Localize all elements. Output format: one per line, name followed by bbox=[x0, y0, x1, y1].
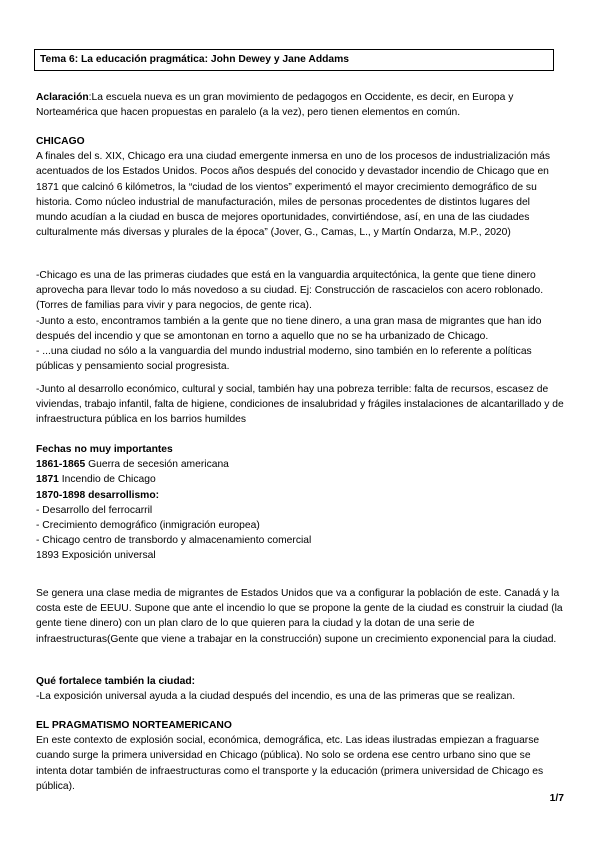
pragmatismo-section bbox=[36, 718, 564, 794]
fecha-subitem: - Crecimiento demográfico (inmigración europea) bbox=[36, 520, 260, 532]
fortalece-section bbox=[36, 674, 564, 704]
chicago-heading: CHICAGO bbox=[36, 136, 85, 147]
page-number: 1/7 bbox=[549, 793, 564, 804]
aclaracion-label: Aclaración bbox=[36, 92, 89, 103]
fecha-date: 1871 bbox=[36, 474, 59, 486]
pragmatismo-heading: EL PRAGMATISMO NORTEAMERICANO bbox=[36, 720, 232, 731]
fechas-heading: Fechas no muy importantes bbox=[36, 444, 173, 455]
fecha-item bbox=[36, 488, 564, 503]
chicago-point: -Junto a esto, encontramos también a la gente que no tiene dinero, a una gran masa de migrantes que han ido después del incendio y que se amontonan en torno a aquello que no se ha urbanizado de Chicago. bbox=[36, 315, 542, 342]
chicago-points bbox=[36, 268, 564, 374]
fecha-subitem: - Desarrollo del ferrocarril bbox=[36, 504, 153, 516]
chicago-point: -Chicago es una de las primeras ciudades que está en la vanguardia arquitectónica, la gente que tiene dinero aprovecha para llevar todo lo más novedoso a su ciudad. Ej: Construcción de rascacielos con acero roblonado. (Torres de familias para vivir y para negocios, de gente rica). bbox=[36, 270, 544, 312]
aclaracion-text: :La escuela nueva es un gran movimiento de pedagogos en Occidente, es decir, en Europa y Norteamérica que hacen propuestas en paralelo (a la vez), pero tienen elementos en común. bbox=[36, 92, 514, 119]
poverty-paragraph bbox=[36, 382, 564, 428]
aclaracion-paragraph bbox=[36, 90, 564, 120]
clase-media-paragraph bbox=[36, 586, 564, 647]
fecha-date: 1861-1865 bbox=[36, 459, 86, 471]
chicago-point: - ...una ciudad no sólo a la vanguardia del mundo industrial moderno, sino también en lo referente a políticas públicas y pensamiento social progresista. bbox=[36, 346, 532, 373]
chicago-intro: A finales del s. XIX, Chicago era una ciudad emergente inmersa en uno de los procesos de industrialización más acentuados de los Estados Unidos. Pocos años después del conocido y devastador incendio de Chicago que en 1871 que calcinó 6 kilómetros, la “ciudad de los vientos” experimentó el mayor crecimiento demográfico de su historia. Como núcleo industrial de manufacturación, miles de personas procedentes de distintos lugares del mundo acudían a la ciudad en busca de mejores oportunidades, convirtiéndose, así, en una de las ciudades culturalmente más diversas y plurales de la época” (Jover, G., Camas, L., y Martín Ondarza, M.P., 2020) bbox=[36, 151, 550, 239]
pragmatismo-text: En este contexto de explosión social, económica, demográfica, etc. Las ideas ilustradas empiezan a fraguarse cuando surge la primera universidad en Chicago (pública). No solo se ordena ese centro urbano sino que se intenta dotar también de infraestructuras como el transporte y la educación (primera universidad de Chicago es pública). bbox=[36, 735, 544, 792]
fecha-subitem: 1893 Exposición universal bbox=[36, 550, 156, 562]
clase-media-text: Se genera una clase media de migrantes de Estados Unidos que va a configurar la población de este. Canadá y la costa este de EEUU. Supone que ante el incendio lo que se propone la gente de la ciudad es construir la ciudad (la gente tiene dinero) con un plan claro de lo que quieren para la ciudad y la dotan de una serie de infraestructuras(Gente que viene a trabajar en la construcción) supone un crecimiento exponencial para la ciudad. bbox=[36, 588, 563, 645]
poverty-text: -Junto al desarrollo económico, cultural y social, también hay una pobreza terrible: falta de recursos, escasez de viviendas, trabajo infantil, falta de higiene, condiciones de insalubridad y frágiles instalaciones de alcantarillado y de infraestructura pública en los barrios humildes bbox=[36, 384, 564, 426]
fortalece-heading: Qué fortalece también la ciudad: bbox=[36, 676, 196, 687]
fechas-section bbox=[36, 442, 564, 564]
chicago-section bbox=[36, 134, 564, 240]
fecha-date: 1870-1898 desarrollismo: bbox=[36, 489, 160, 501]
document-title: Tema 6: La educación pragmática: John Dewey y Jane Addams bbox=[34, 49, 554, 71]
fortalece-text: -La exposición universal ayuda a la ciudad después del incendio, es una de las primeras que se realizan. bbox=[36, 691, 516, 703]
fecha-item bbox=[36, 472, 564, 487]
fecha-subitem: - Chicago centro de transbordo y almacenamiento comercial bbox=[36, 535, 312, 547]
fecha-text: Incendio de Chicago bbox=[58, 474, 156, 486]
fecha-item bbox=[36, 457, 564, 472]
fecha-text: Guerra de secesión americana bbox=[85, 459, 229, 471]
